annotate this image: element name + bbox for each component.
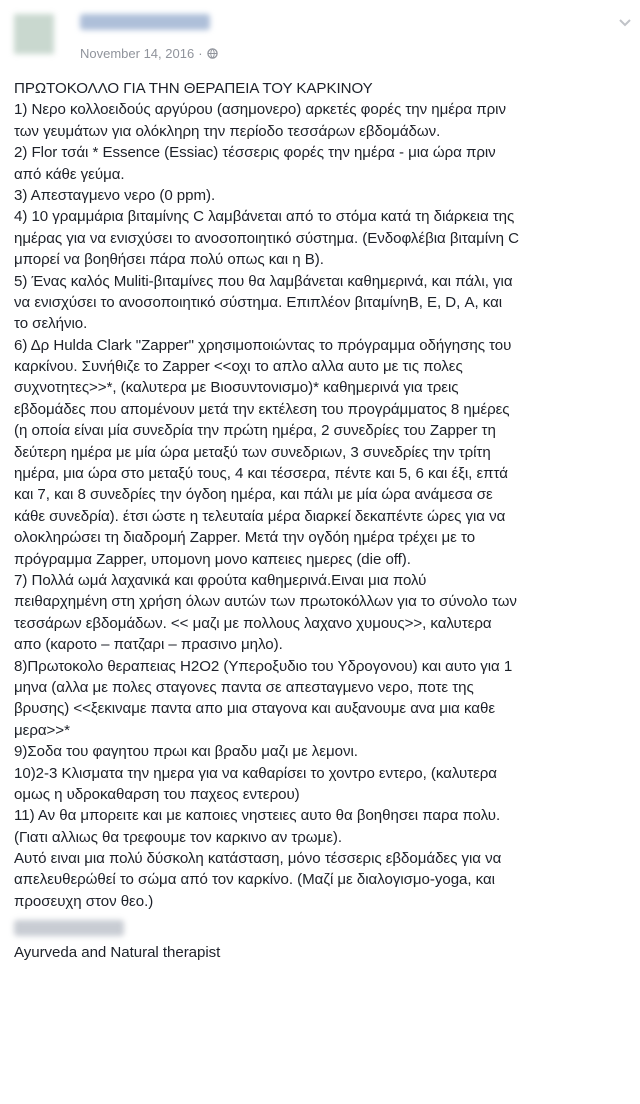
post-text-line: εβδομάδες που απομένουν μετά την εκτέλεση του προγράμματος 8 ημέρες [14,400,510,418]
post-text-line: 2) Flor τσάι * Essence (Essiac) τέσσερις φορές την ημέρα - μια ώρα πριν [14,144,496,162]
post-text-line: δεύτερη ημέρα με μία ώρα μεταξύ των συνεδριων, 3 συνεδρίες την τρίτη [14,443,491,461]
post-text-line: μπορεί να βοηθήσει πάρα πολύ οπως και η Β). [14,251,324,269]
signature-name-blurred [14,920,124,936]
post-text-line: (Γιατι αλλιως θα τρεφουμε τον καρκινο αν τρωμε). [14,828,342,846]
post-text-line: Αυτό ειναι μια πολύ δύσκολη κατάσταση, μόνο τέσσερις εβδομάδες για να [14,850,502,868]
post-text-line: ημέρας για να ενισχύσει το ανοσοποιητικό σύστημα. (Ενδοφλέβια βιταμίνη C [14,229,519,247]
post-date[interactable]: November 14, 2016 [80,46,195,61]
post-meta [80,46,218,61]
post-text-line: συχνοτητες>>*, (καλυτερα με Βιοσυντονισμο)* καθημερινά για τρεις [14,379,459,397]
post-text-line: τεσσάρων εβδομάδων. << μαζι με πολλους λαχανο χυμους>>, καλυτερα [14,614,492,632]
post-text-line: 7) Πολλά ωμά λαχανικά και φρούτα καθημερινά.Ειναι μια πολύ [14,571,427,589]
post-text-line: προσευχη στον θεο.) [14,892,154,910]
post-text-line: μερα>>* [14,721,70,739]
post-text-line: κάθε συνεδρία). έτσι ώστε η τελευταία μέρα διαρκεί δεκαπέντε ώρες για να [14,507,506,525]
post-text-line: το σελήνιο. [14,315,88,333]
post-text-line: 6) Δρ Hulda Clark "Zapper" χρησιμοποιώντας το πρόγραμμα οδήγησης του [14,336,512,354]
globe-icon[interactable] [207,48,218,59]
post-text-line: ολοκληρώσει τη διαδρομή Zapper. Μετά την ογδόη ημέρα τρέχει με το [14,529,476,547]
chevron-down-icon[interactable] [618,18,632,28]
avatar[interactable] [14,14,54,54]
post-text-line: 8)Πρωτοκολο θεραπειας Η2Ο2 (Υπεροξυδιο του Υδρογονου) και αυτο για 1 [14,657,513,675]
signature-title: Ayurveda and Natural therapist [14,944,221,962]
post-text-line: των γευμάτων για ολόκληρη την περίοδο τεσσάρων εβδομάδων. [14,122,441,140]
post-text-line: καρκίνου. Συνήθιζε το Zapper <<οχι το απλο αλλα αυτο με τις πολες [14,358,463,376]
post-text-line: απελευθερώθεί το σώμα από τον καρκίνο. (Μαζί με διαλογισμο-yoga, και [14,871,495,889]
post-text-line: να ενισχύσει το ανοσοποιητικό σύστημα. Επιπλέον βιταμίνηΒ, Ε, D, Α, και [14,293,503,311]
post-text-line: 5) Ένας καλός Muliti-βιταμίνες που θα λαμβάνεται καθημερινά, και πάλι, για [14,272,513,290]
post-text-line: μηνα (αλλα με πολες σταγονες παντα σε απεσταγμενο νερο, ποτε της [14,678,474,696]
author-name-blurred[interactable] [80,14,210,30]
meta-separator: · [198,46,203,61]
post-text-line: ημέρα, μια ώρα στο μεταξύ τους, 4 και τέσσερα, πέντε και 5, 6 και έξι, επτά [14,465,508,483]
post-header [0,0,640,64]
post-text-line: απο (καροτο – πατζαρι – πρασινο μηλο). [14,636,283,654]
post-text-line: πρόγραμμα Zapper, υπομονη μονο καπειες ημερες (die off). [14,550,411,568]
post-text-line: πειθαρχημένη στη χρήση όλων αυτών των πρωτοκόλλων για το σύνολο των [14,593,517,611]
post-text-line: 3) Απεσταγμενο νερο (0 ppm). [14,186,216,204]
post-text-line: και 7, και 8 συνεδρίες την όγδοη ημέρα, και πάλι με μία ώρα ανάμεσα σε [14,486,493,504]
post-text-line: βρυσης) <<ξεκιναμε παντα απο μια σταγονα και αυξανουμε ανα μια καθε [14,700,495,718]
post-text-line: από κάθε γεύμα. [14,165,125,183]
post-text-line: 9)Σοδα του φαγητου πρωι και βραδυ μαζι με λεμονι. [14,743,358,761]
post-text-lines [14,78,640,912]
post-text-line: 11) Αν θα μπορειτε και με καποιες νηστειες αυτο θα βοηθησει παρα πολυ. [14,807,501,825]
post-text-line: 1) Νερο κολλοειδούς αργύρου (ασημονερο) αρκετές φορές την ημέρα πριν [14,101,506,119]
post-body [14,78,640,964]
post-heading: ΠΡΩΤΟΚΟΛΛΟ ΓΙΑ ΤΗΝ ΘΕΡΑΠΕΙΑ ΤΟΥ ΚΑΡΚΙΝΟΥ [14,80,373,97]
post-text-line: (η οποία είναι μία συνεδρία την πρώτη ημέρα, 2 συνεδρίες του Zapper τη [14,422,496,440]
post-text-line: 4) 10 γραμμάρια βιταμίνης C λαμβάνεται από το στόμα κατά τη διάρκεια της [14,208,515,226]
post-text-line: 10)2-3 Κλισματα την ημερα για να καθαρίσει το χοντρο εντερο, (καλυτερα [14,764,497,782]
post-text-line: ομως η υδροκαθαρση του παχεος εντερου) [14,785,300,803]
